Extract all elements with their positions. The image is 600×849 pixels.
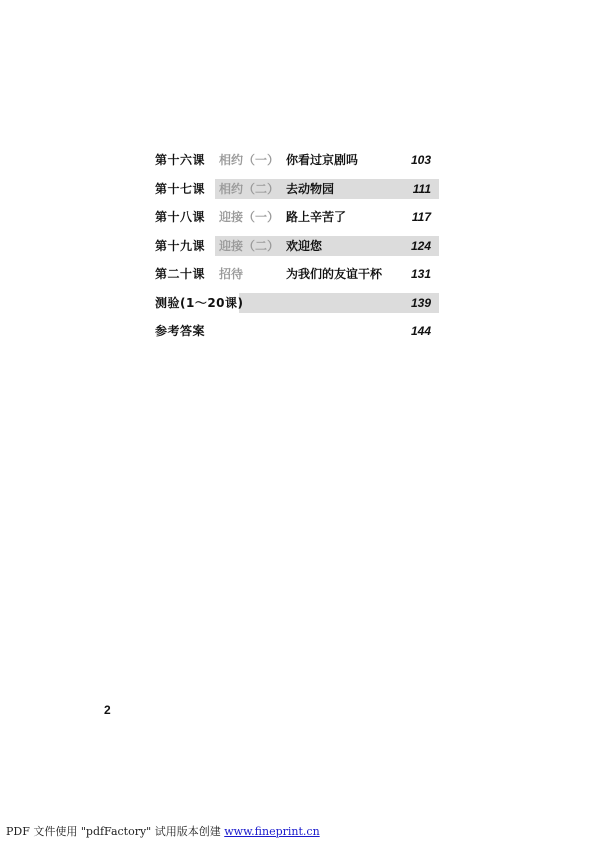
toc-row-answers[interactable]	[155, 321, 439, 341]
page-ref: 117	[411, 210, 431, 224]
toc-row-quiz[interactable]	[155, 293, 439, 313]
page-ref: 131	[410, 267, 431, 281]
toc-row-lesson-17[interactable]	[155, 179, 439, 199]
lesson-label: 第十八课	[155, 210, 206, 224]
topic-label: 招待	[219, 267, 244, 281]
row-highlight-band	[239, 293, 439, 313]
page-ref: 139	[410, 295, 431, 310]
lesson-title: 为我们的友谊干杯	[286, 267, 383, 281]
toc-row-lesson-19[interactable]	[155, 236, 439, 256]
footer-link[interactable]: www.fineprint.cn	[224, 825, 320, 838]
quiz-label: 测验(1～20课)	[155, 295, 244, 310]
lesson-label: 第十九课	[155, 238, 206, 253]
page-ref: 103	[410, 153, 431, 167]
lesson-title: 欢迎您	[286, 238, 323, 253]
toc-row-lesson-16[interactable]	[155, 150, 439, 170]
page-ref: 111	[412, 181, 431, 196]
page-ref: 144	[410, 324, 431, 338]
footer-text: PDF 文件使用 "pdfFactory" 试用版本创建	[6, 825, 225, 838]
lesson-title: 你看过京剧吗	[286, 153, 359, 167]
topic-label: 迎接（一）	[219, 210, 280, 224]
toc-row-lesson-20[interactable]	[155, 264, 439, 284]
table-of-contents	[155, 150, 439, 350]
topic-label: 相约（一）	[219, 153, 280, 167]
topic-label: 迎接（二）	[219, 238, 280, 253]
toc-row-lesson-18[interactable]	[155, 207, 439, 227]
lesson-title: 去动物园	[286, 181, 335, 196]
lesson-title: 路上辛苦了	[286, 210, 347, 224]
page-number: 2	[104, 703, 111, 717]
answers-label: 参考答案	[155, 324, 206, 338]
lesson-label: 第十七课	[155, 181, 206, 196]
page-ref: 124	[410, 238, 431, 253]
lesson-label: 第十六课	[155, 153, 206, 167]
lesson-label: 第二十课	[155, 267, 206, 281]
pdf-footer	[6, 823, 320, 839]
topic-label: 相约（二）	[219, 181, 280, 196]
